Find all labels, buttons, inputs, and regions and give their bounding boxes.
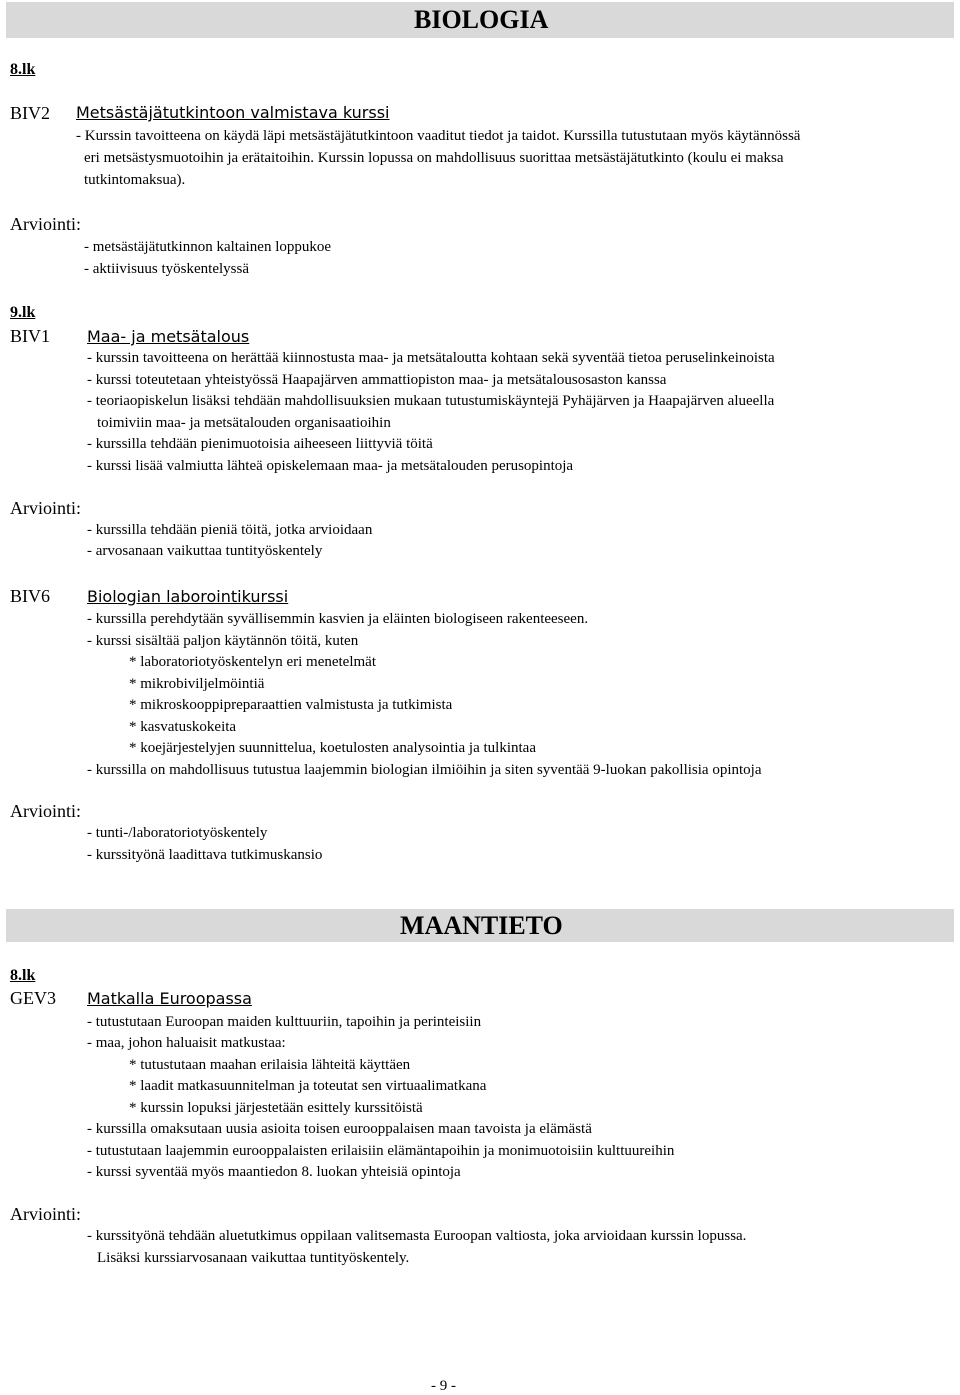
biv1-line: - kurssi toteutetaan yhteistyössä Haapajärven ammattiopiston maa- ja metsätalousosaston kanssa	[87, 372, 667, 388]
gev3-bullet: * tutustutaan maahan erilaisia lähteitä käyttäen	[129, 1057, 411, 1073]
biv2-arviointi-item: - aktiivisuus työskentelyssä	[84, 261, 249, 277]
biv6-arviointi-item: - tunti-/laboratoriotyöskentely	[87, 825, 268, 841]
biv6-bullet: * kasvatuskokeita	[129, 719, 237, 735]
gev3-arviointi-item: Lisäksi kurssiarvosanaan vaikuttaa tuntityöskentely.	[97, 1250, 410, 1266]
gev3-bullet: * laadit matkasuunnitelman ja toteutat sen virtuaalimatkana	[129, 1078, 487, 1094]
grade-9-label: 9.lk	[10, 304, 36, 321]
gev3-line: - maa, johon haluaisit matkustaa:	[87, 1035, 286, 1051]
arviointi-label: Arviointi:	[10, 801, 81, 821]
course-code-biv6: BIV6	[10, 586, 50, 606]
biv1-line: - kurssi lisää valmiutta lähteä opiskelemaan maa- ja metsätalouden perusopintoja	[87, 458, 574, 474]
biv6-arviointi-item: - kurssityönä laadittava tutkimuskansio	[87, 847, 323, 863]
course-code-biv2: BIV2	[10, 103, 50, 123]
course-code-gev3: GEV3	[10, 988, 56, 1008]
biv1-line: - kurssin tavoitteena on herättää kiinnostusta maa- ja metsätaloutta kohtaan sekä syventää tietoa peruselinkeinoista	[87, 350, 775, 366]
biv6-bullet: * mikroskooppipreparaattien valmistusta ja tutkimista	[129, 697, 453, 713]
gev3-line: - kurssilla omaksutaan uusia asioita toisen eurooppalaisen maan tavoista ja elämästä	[87, 1121, 592, 1137]
gev3-arviointi-item: - kurssityönä tehdään aluetutkimus oppilaan valitsemasta Euroopan valtiosta, joka arvioidaan kurssin lopussa.	[87, 1228, 747, 1244]
grade-8-label: 8.lk	[10, 967, 36, 984]
course-title-biv6: Biologian laborointikurssi	[87, 587, 289, 606]
course-title-biv1: Maa- ja metsätalous	[87, 327, 250, 346]
course-title-biv2: Metsästäjätutkintoon valmistava kurssi	[76, 103, 390, 122]
arviointi-label: Arviointi:	[10, 498, 81, 518]
biv1-arviointi-item: - arvosanaan vaikuttaa tuntityöskentely	[87, 543, 323, 559]
biv1-line: - teoriaopiskelun lisäksi tehdään mahdollisuuksien mukaan tutustumiskäyntejä Pyhäjärven ja Haapajärven alueella	[87, 393, 775, 409]
biv6-line: - kurssilla on mahdollisuus tutustua laajemmin biologian ilmiöihin ja siten syventää 9-luokan pakollisia opintoja	[87, 762, 762, 778]
course-code-biv1: BIV1	[10, 326, 50, 346]
course-title-gev3: Matkalla Euroopassa	[87, 989, 252, 1008]
biv6-line: - kurssi sisältää paljon käytännön töitä, kuten	[87, 633, 359, 649]
gev3-line: - tutustutaan Euroopan maiden kulttuuriin, tapoihin ja perinteisiin	[87, 1014, 482, 1030]
biv2-line: tutkintomaksua).	[84, 172, 186, 188]
biv2-arviointi-item: - metsästäjätutkinnon kaltainen loppukoe	[84, 239, 332, 255]
biv1-line: - kurssilla tehdään pienimuotoisia aiheeseen liittyviä töitä	[87, 436, 433, 452]
biv6-bullet: * koejärjestelyjen suunnittelua, koetulosten analysointia ja tulkintaa	[129, 740, 536, 756]
biv6-bullet: * laboratoriotyöskentelyn eri menetelmät	[129, 654, 377, 670]
biv6-line: - kurssilla perehdytään syvällisemmin kasvien ja eläinten biologiseen rakenteeseen.	[87, 611, 589, 627]
gev3-line: - kurssi syventää myös maantiedon 8. luokan yhteisiä opintoja	[87, 1164, 461, 1180]
gev3-line: - tutustutaan laajemmin eurooppalaisten erilaisiin elämäntapoihin ja monimuotoisiin kulttuureihin	[87, 1143, 675, 1159]
maantieto-title: MAANTIETO	[400, 911, 563, 940]
grade-8-label: 8.lk	[10, 61, 36, 78]
biv2-line: eri metsästysmuotoihin ja erätaitoihin. Kurssin lopussa on mahdollisuus suorittaa metsästäjätutkinto (koulu ei maksa	[84, 150, 784, 166]
page-number: - 9 -	[431, 1378, 456, 1394]
arviointi-label: Arviointi:	[10, 214, 81, 234]
biv2-line: - Kurssin tavoitteena on käydä läpi metsästäjätutkintoon vaaditut tiedot ja taidot. Kurssilla tutustutaan myös käytännössä	[76, 128, 801, 144]
biv1-arviointi-item: - kurssilla tehdään pieniä töitä, jotka arvioidaan	[87, 522, 373, 538]
biv1-line: toimiviin maa- ja metsätalouden organisaatioihin	[97, 415, 391, 431]
arviointi-label: Arviointi:	[10, 1204, 81, 1224]
biologia-title: BIOLOGIA	[414, 5, 549, 34]
biv6-bullet: * mikrobiviljelmöintiä	[129, 676, 265, 692]
gev3-bullet: * kurssin lopuksi järjestetään esittely kurssitöistä	[129, 1100, 423, 1116]
